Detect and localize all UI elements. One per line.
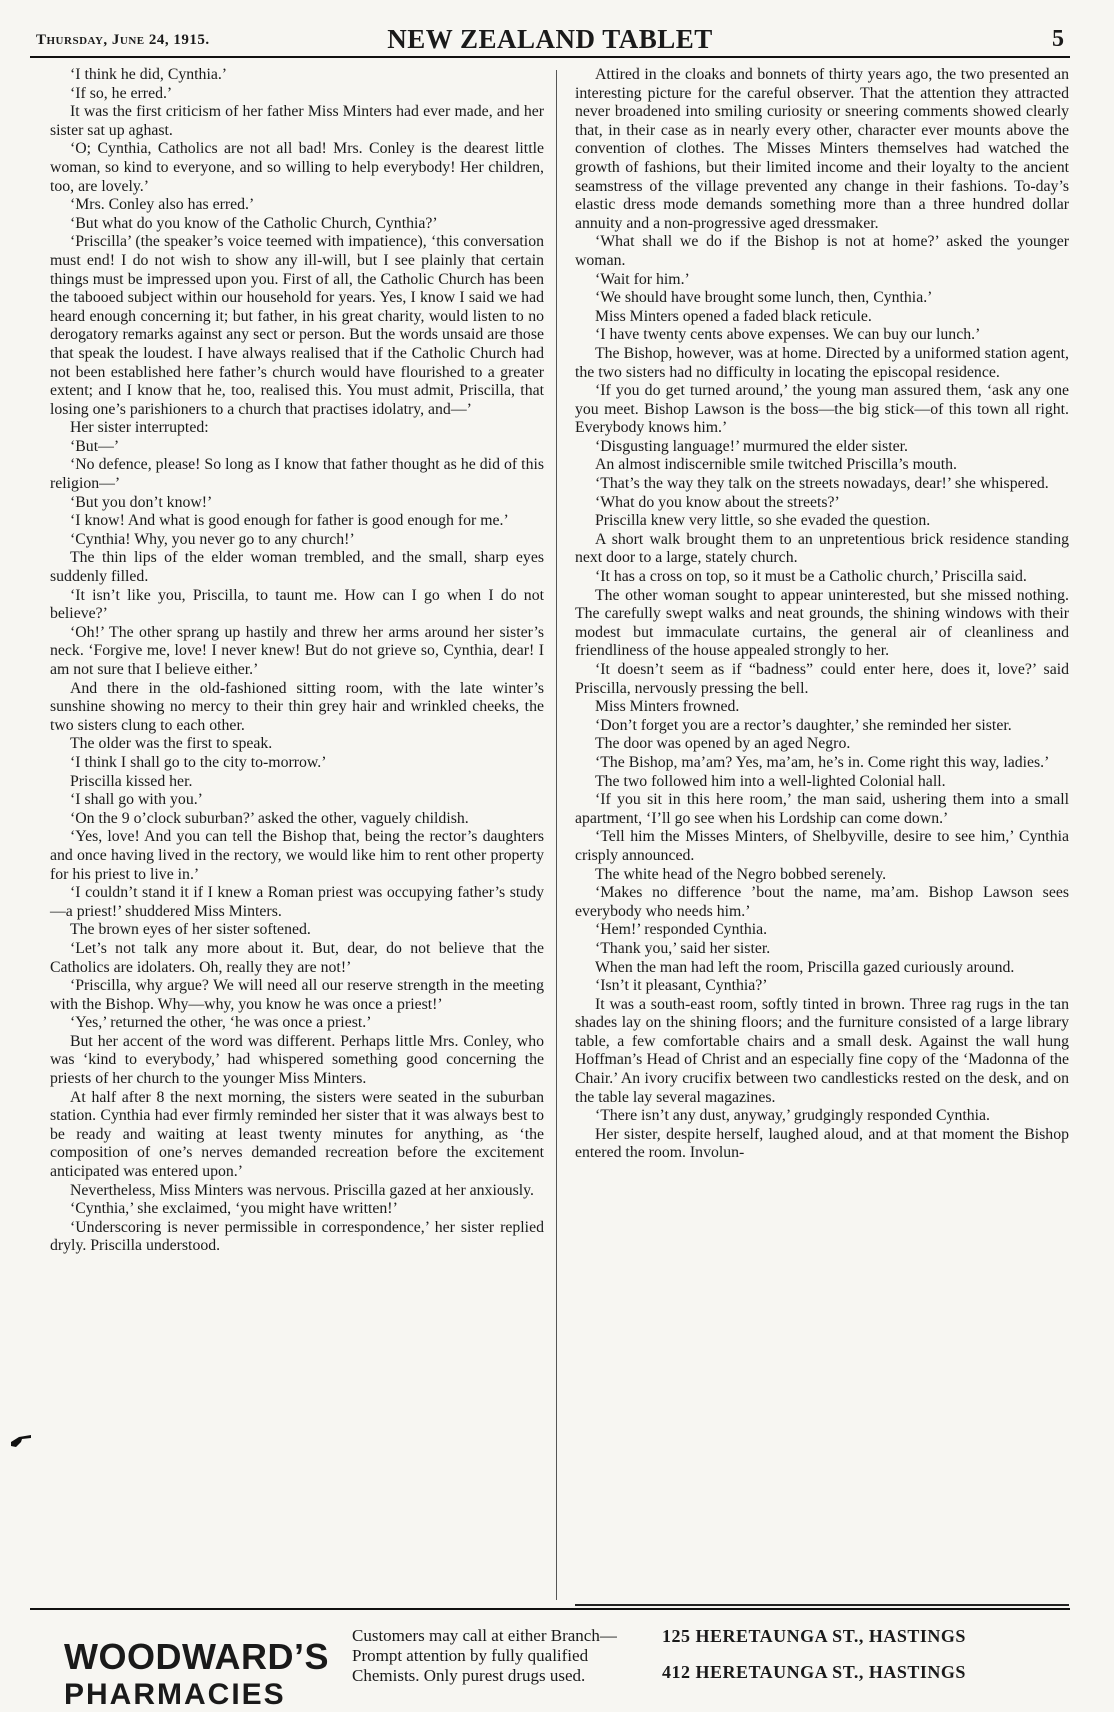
article-paragraph: ‘Yes, love! And you can tell the Bishop that, being the rector’s daughters and once having lived in the rectory, we would like him to rent other property for his priest to live in.’ <box>50 828 544 883</box>
issue-date: Thursday, June 24, 1915. <box>36 32 210 48</box>
ad-branch-1: 125 HERETAUNGA ST., HASTINGS <box>662 1626 966 1646</box>
ad-blurb-line: Customers may call at either Branch— <box>352 1626 617 1645</box>
article-paragraph: ‘Underscoring is never permissible in correspondence,’ her sister replied dryly. Priscilla understood. <box>50 1218 544 1255</box>
article-paragraph: At half after 8 the next morning, the sisters were seated in the suburban station. Cynthia had ever firmly reminded her sister that it was always best to be ready and waiting at least twenty minutes for anything, as ‘the composition of one’s nerves demanded recreation before the excitement anticipated was entered upon.’ <box>50 1088 544 1181</box>
article-paragraph: ‘If so, he erred.’ <box>70 84 173 102</box>
article-paragraph: ‘Let’s not talk any more about it. But, dear, do not believe that the Catholics are idolaters. Oh, really they are not!’ <box>50 939 544 976</box>
ad-brand-line2: PHARMACIES <box>64 1678 286 1711</box>
article-paragraph: Miss Minters frowned. <box>595 698 740 716</box>
article-paragraph: Her sister, despite herself, laughed aloud, and at that moment the Bishop entered the room. Involun- <box>575 1125 1069 1162</box>
article-paragraph: ‘It doesn’t seem as if “badness” could enter here, does it, love?’ said Priscilla, nervously pressing the bell. <box>575 661 1069 697</box>
article-paragraph: ‘What do you know about the streets?’ <box>595 493 840 511</box>
ad-blurb-line: Prompt attention by fully qualified <box>352 1646 589 1665</box>
article-paragraph: ‘I think I shall go to the city to-morrow.’ <box>70 753 327 771</box>
article-paragraph: The thin lips of the elder woman trembled, and the small, sharp eyes suddenly filled. <box>50 549 544 586</box>
story-end-rule <box>575 1604 1069 1606</box>
article-paragraph: It was a south-east room, softly tinted in brown. Three rag rugs in the tan shades lay on the shining floors; and the furniture consisted of a large library table, a few comfortable chairs and a small desk. Against the wall hung Hoffman’s Head of Christ and an especially fine copy of the ‘Madonna of the Chair.’ An ivory crucifix between two candlesticks rested on the desk, and on the table lay several magazines. <box>575 995 1069 1106</box>
article-paragraph: A short walk brought them to an unpretentious brick residence standing next door to a large, stately church. <box>575 530 1069 567</box>
article-paragraph: ‘Disgusting language!’ murmured the elder sister. <box>595 437 908 455</box>
article-paragraph: ‘What shall we do if the Bishop is not at home?’ asked the younger woman. <box>575 233 1069 269</box>
article-paragraph: ‘Priscilla’ (the speaker’s voice teemed with impatience), ‘this conversation must end! I do not wish to show any ill-will, but I see plainly that certain things must be impressed upon you. First of all, the Catholic Church has been the tabooed subject within our household for years. Yes, I know I said we had heard enough concerning it; but father, in his great charity, would listen to no derogatory remarks against any sect or person. But the words unsaid are those that speak the loudest. I have always realised that if the Catholic Church had not been established here father’s church would have flourished to a greater extent; and I know that he, too, realised this. You must admit, Priscilla, that losing one’s parishioners to a church that practises idolatry, and—’ <box>50 233 544 418</box>
article-paragraph: ‘It isn’t like you, Priscilla, to taunt me. How can I go when I do not believe?’ <box>50 586 544 623</box>
article-paragraph: ‘Hem!’ responded Cynthia. <box>595 921 768 939</box>
article-paragraph: Attired in the cloaks and bonnets of thirty years ago, the two presented an interesting picture for the careful observer. That the attention they attracted never broadened into smiling curiosity or sneering comments showed clearly that, in their case as in nearly every other, character ever mounts above the convention of clothes. The Misses Minters themselves had watched the growth of fashions, but their limited income and their loyalty to the ancient seamstress of the village prevented any change in their fashions. To-day’s elastic dress mode demands something more than a three hundred dollar annuity and a non-progressive aged dressmaker. <box>575 66 1069 232</box>
article-paragraph: ‘Isn’t it pleasant, Cynthia?’ <box>595 977 768 995</box>
article-paragraph: ‘I shall go with you.’ <box>70 791 203 809</box>
article-paragraph: ‘I have twenty cents above expenses. We can buy our lunch.’ <box>595 326 981 344</box>
article-paragraph: ‘If you sit in this here room,’ the man said, ushering them into a small apartment, ‘I’ll go see when his Lordship can come down.’ <box>575 791 1069 827</box>
article-paragraph: ‘I think he did, Cynthia.’ <box>70 66 228 83</box>
ad-blurb <box>352 1626 682 1686</box>
article-paragraph: Her sister interrupted: <box>70 419 209 437</box>
article-paragraph: ‘The Bishop, ma’am? Yes, ma’am, he’s in. Come right this way, ladies.’ <box>595 753 1050 771</box>
article-paragraph: ‘If you do get turned around,’ the young man assured them, ‘ask any one you meet. Bishop Lawson is the boss—the big stick—of this town all right. Everybody knows him.’ <box>575 382 1069 437</box>
article-paragraph: The other woman sought to appear uninterested, but she missed nothing. The carefully swept walks and neat grounds, the shining windows with their modest but immaculate curtains, the general air of cleanliness and friendliness of the house appealed strongly to her. <box>575 586 1069 660</box>
page-number: 5 <box>1052 26 1064 52</box>
article-paragraph: But her accent of the word was different. Perhaps little Mrs. Conley, who was ‘kind to everybody,’ had whispered something good concerning the priests of her church to the younger Miss Minters. <box>50 1032 544 1088</box>
article-paragraph: Miss Minters opened a faded black reticule. <box>595 307 872 325</box>
article-paragraph: ‘Priscilla, why argue? We will need all our reserve strength in the meeting with the Bishop. Why—why, you know he was once a priest!’ <box>50 977 544 1013</box>
article-paragraph: The Bishop, however, was at home. Directed by a uniformed station agent, the two sisters had no difficulty in locating the episcopal residence. <box>575 344 1069 381</box>
article-paragraph: And there in the old-fashioned sitting room, with the late winter’s sunshine showing no mercy to their thin grey hair and wrinkled cheeks, the two sisters clung to each other. <box>50 679 544 734</box>
article-paragraph: ‘Oh!’ The other sprang up hastily and threw her arms around her sister’s neck. ‘Forgive me, love! I never knew! But do not grieve so, Cynthia, dear! I am not sure that I believe either.’ <box>50 623 544 678</box>
article-paragraph: The two followed him into a well-lighted Colonial hall. <box>595 772 946 790</box>
masthead <box>30 22 1070 58</box>
article-paragraph: ‘On the 9 o’clock suburban?’ asked the other, vaguely childish. <box>70 809 469 827</box>
article-paragraph: ‘Don’t forget you are a rector’s daughter,’ she reminded her sister. <box>595 716 1012 734</box>
article-paragraph: ‘Cynthia! Why, you never go to any church!’ <box>70 530 355 548</box>
article-paragraph: The older was the first to speak. <box>70 735 273 753</box>
left-column <box>50 66 544 1601</box>
article-paragraph: Priscilla knew very little, so she evaded the question. <box>595 512 931 530</box>
article-paragraph: The brown eyes of her sister softened. <box>70 921 311 939</box>
column-divider <box>556 70 557 1600</box>
article-paragraph: ‘It has a cross on top, so it must be a Catholic church,’ Priscilla said. <box>595 568 1027 586</box>
article-paragraph: It was the first criticism of her father Miss Minters had ever made, and her sister sat up aghast. <box>50 103 544 139</box>
article-paragraph: An almost indiscernible smile twitched Priscilla’s mouth. <box>595 456 957 474</box>
article-paragraph: ‘Tell him the Misses Minters, of Shelbyville, desire to see him,’ Cynthia crisply announced. <box>575 828 1069 864</box>
article-paragraph: ‘I know! And what is good enough for father is good enough for me.’ <box>70 512 509 530</box>
article-paragraph: ‘Cynthia,’ she exclaimed, ‘you might have written!’ <box>70 1200 398 1218</box>
article-paragraph: Nevertheless, Miss Minters was nervous. Priscilla gazed at her anxiously. <box>70 1181 535 1199</box>
advertisement <box>30 1608 1070 1711</box>
article-paragraph: ‘Makes no difference ’bout the name, ma’am. Bishop Lawson sees everybody who needs him.’ <box>575 884 1069 920</box>
ad-blurb-line: Chemists. Only purest drugs used. <box>352 1666 586 1685</box>
article-paragraph: ‘But what do you know of the Catholic Church, Cynthia?’ <box>70 214 438 232</box>
article-paragraph: ‘Wait for him.’ <box>595 270 690 288</box>
article-paragraph: ‘O; Cynthia, Catholics are not all bad! Mrs. Conley is the dearest little woman, so kind to everyone, and so willing to help everybody! Her children, too, are lovely.’ <box>50 140 544 195</box>
article-paragraph: ‘No defence, please! So long as I know that father thought as he did of this religion—’ <box>50 456 544 493</box>
article-paragraph: ‘Mrs. Conley also has erred.’ <box>70 196 255 214</box>
pointing-hand-icon <box>10 1433 32 1449</box>
article-paragraph: ‘But—’ <box>70 437 120 455</box>
article-paragraph: ‘But you don’t know!’ <box>70 493 213 511</box>
ad-brand: WOODWARD’S <box>64 1636 329 1677</box>
right-column <box>575 66 1069 1601</box>
article-paragraph: ‘Thank you,’ said her sister. <box>595 939 771 957</box>
article-paragraph: Priscilla kissed her. <box>70 772 193 790</box>
article-paragraph: The white head of the Negro bobbed serenely. <box>595 865 887 883</box>
article-paragraph: ‘We should have brought some lunch, then, Cynthia.’ <box>595 289 933 307</box>
article-paragraph: ‘I couldn’t stand it if I knew a Roman priest was occupying father’s study—a priest!’ shuddered Miss Minters. <box>50 884 544 920</box>
article-paragraph: The door was opened by an aged Negro. <box>595 735 851 753</box>
article-paragraph: ‘That’s the way they talk on the streets nowadays, dear!’ she whispered. <box>595 475 1049 493</box>
ad-branch-2: 412 HERETAUNGA ST., HASTINGS <box>662 1662 966 1682</box>
article-paragraph: When the man had left the room, Priscilla gazed curiously around. <box>595 958 1015 976</box>
article-paragraph: ‘Yes,’ returned the other, ‘he was once a priest.’ <box>70 1014 372 1032</box>
article-paragraph: ‘There isn’t any dust, anyway,’ grudgingly responded Cynthia. <box>595 1107 990 1125</box>
newspaper-title: NEW ZEALAND TABLET <box>387 24 713 54</box>
